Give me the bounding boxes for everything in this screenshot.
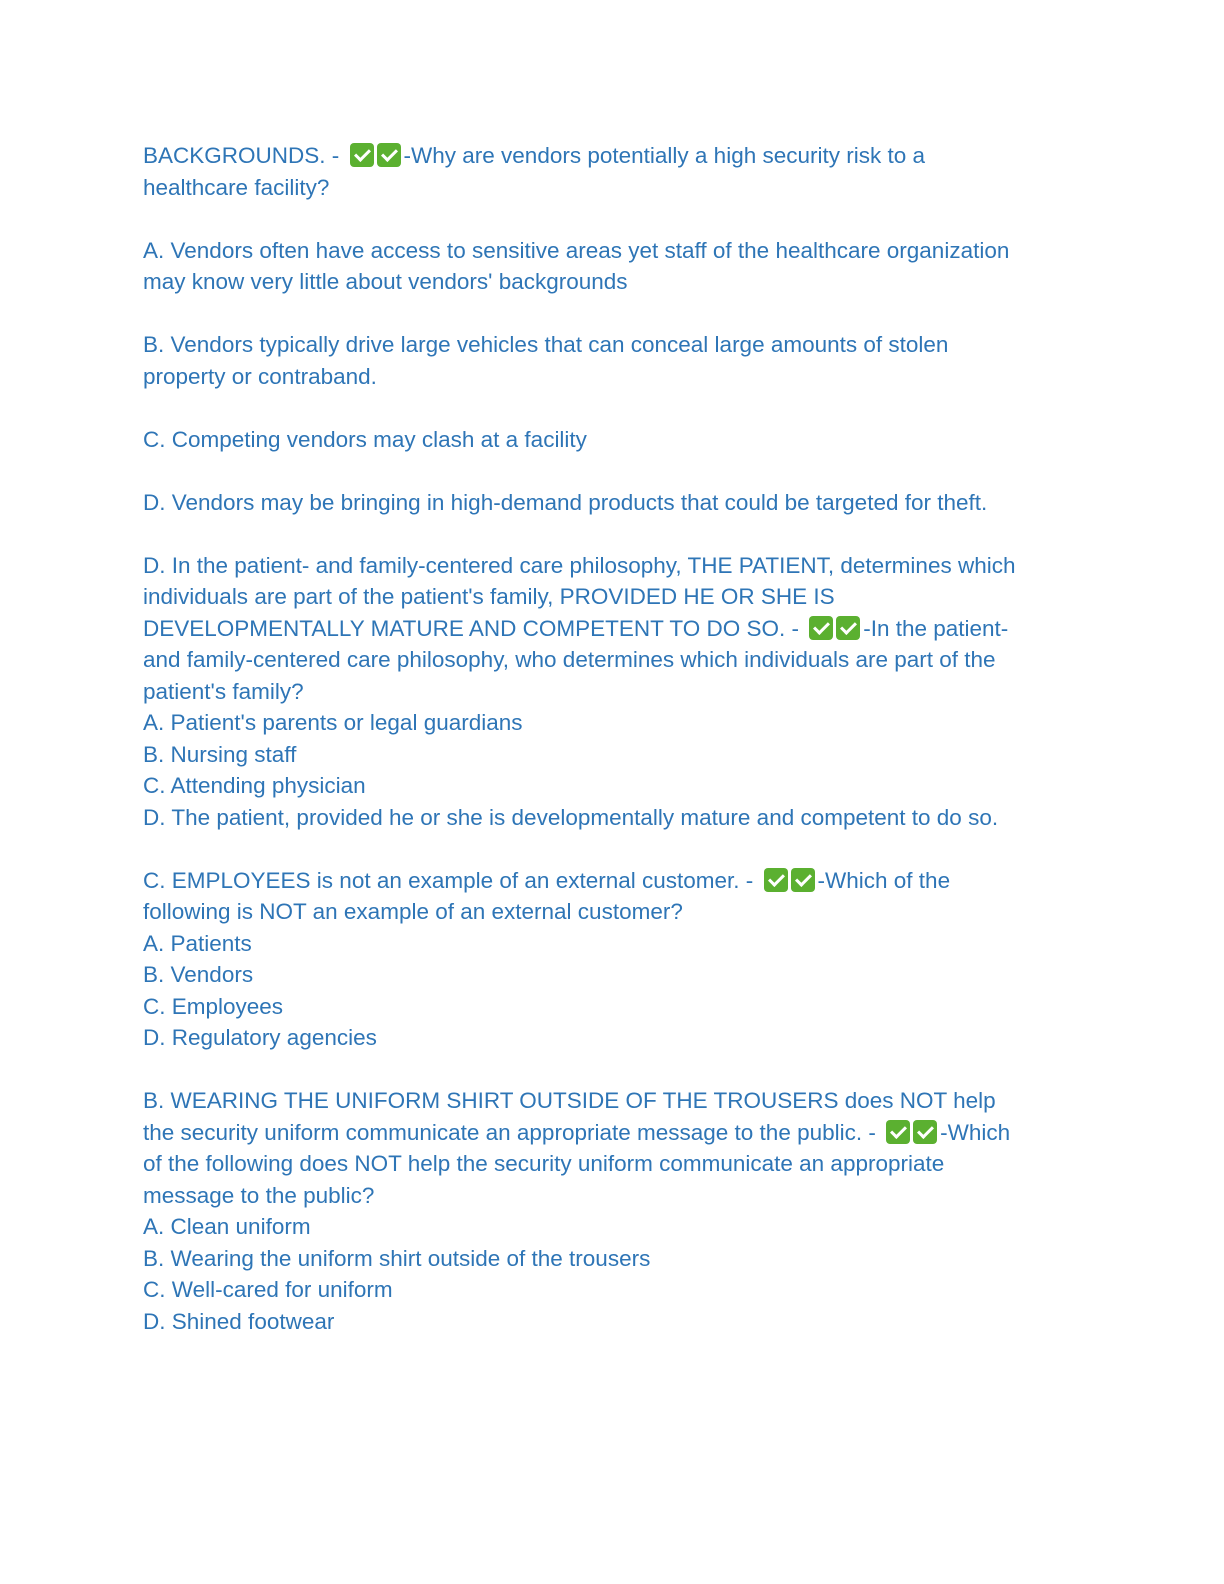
q2-question-line5: patient's family?: [143, 678, 304, 704]
double-check-icon: [886, 1117, 940, 1149]
q4-question-line3: of the following does NOT help the security uniform communicate an appropriate: [143, 1151, 945, 1176]
double-check-icon: [809, 613, 863, 645]
q2-answer-end: DEVELOPMENTALLY MATURE AND COMPETENT TO DO SO. -: [143, 615, 806, 641]
q4-option-d: D. Shined footwear: [143, 1308, 335, 1334]
q3-question-line2: following is NOT an example of an external customer?: [143, 899, 683, 924]
double-check-icon: [350, 140, 404, 172]
q1-option-a-cont: may know very little about vendors' backgrounds: [143, 269, 628, 294]
q4-option-c: C. Well-cared for uniform: [143, 1277, 393, 1302]
q2-answer-line3: [143, 613, 1083, 645]
q2-option-a: A. Patient's parents or legal guardians: [143, 710, 523, 735]
q3-option-b: B. Vendors: [143, 962, 254, 987]
q2-question-start: -In the patient-: [863, 615, 1009, 641]
check-mark-icon: [886, 1120, 910, 1144]
q1-option-b-cont: property or contraband.: [143, 363, 377, 389]
q2-option-c: C. Attending physician: [143, 773, 366, 798]
check-mark-icon: [836, 616, 860, 640]
q3-answer: C. EMPLOYEES is not an example of an external customer. -: [143, 867, 760, 893]
q3-option-a: A. Patients: [143, 930, 252, 956]
q1-answer-line: [143, 140, 1083, 172]
q1-option-d: D. Vendors may be bringing in high-demand products that could be targeted for theft.: [143, 489, 988, 515]
check-mark-icon: [764, 868, 788, 892]
q2-option-b: B. Nursing staff: [143, 741, 297, 767]
check-mark-icon: [913, 1120, 937, 1144]
q3-option-c: C. Employees: [143, 993, 284, 1019]
q3-question-start: -Which of the: [817, 867, 951, 893]
q4-option-a: A. Clean uniform: [143, 1214, 311, 1239]
q2-option-d: D. The patient, provided he or she is developmentally mature and competent to do so.: [143, 804, 999, 830]
q4-answer-line2: [143, 1117, 1083, 1149]
double-check-icon: [764, 865, 818, 897]
check-mark-icon: [377, 143, 401, 167]
q1-question: -Why are vendors potentially a high security risk to a: [403, 143, 926, 168]
q1-option-a: A. Vendors often have access to sensitive areas yet staff of the healthcare organization: [143, 237, 1010, 263]
q4-question-line4: message to the public?: [143, 1182, 375, 1208]
document-page: [143, 140, 1083, 1337]
q1-answer: BACKGROUNDS. -: [143, 143, 346, 168]
q1-option-b: B. Vendors typically drive large vehicles that can conceal large amounts of stolen: [143, 332, 949, 357]
check-mark-icon: [809, 616, 833, 640]
q3-option-d: D. Regulatory agencies: [143, 1025, 377, 1050]
q2-question-line4: and family-centered care philosophy, who determines which individuals are part of the: [143, 647, 996, 672]
q4-option-b: B. Wearing the uniform shirt outside of the trousers: [143, 1245, 651, 1271]
q1-question-cont: healthcare facility?: [143, 174, 330, 200]
q3-answer-line1: [143, 865, 1083, 897]
q4-answer-line1: B. WEARING THE UNIFORM SHIRT OUTSIDE OF THE TROUSERS does NOT help: [143, 1088, 996, 1113]
q4-question-start: -Which: [940, 1119, 1011, 1145]
check-mark-icon: [791, 868, 815, 892]
q2-answer-line1: D. In the patient- and family-centered care philosophy, THE PATIENT, determines which: [143, 552, 1016, 578]
q1-option-c: C. Competing vendors may clash at a facility: [143, 426, 587, 452]
q4-answer-end: the security uniform communicate an appropriate message to the public. -: [143, 1119, 883, 1145]
q2-answer-line2: individuals are part of the patient's family, PROVIDED HE OR SHE IS: [143, 584, 835, 609]
check-mark-icon: [350, 143, 374, 167]
